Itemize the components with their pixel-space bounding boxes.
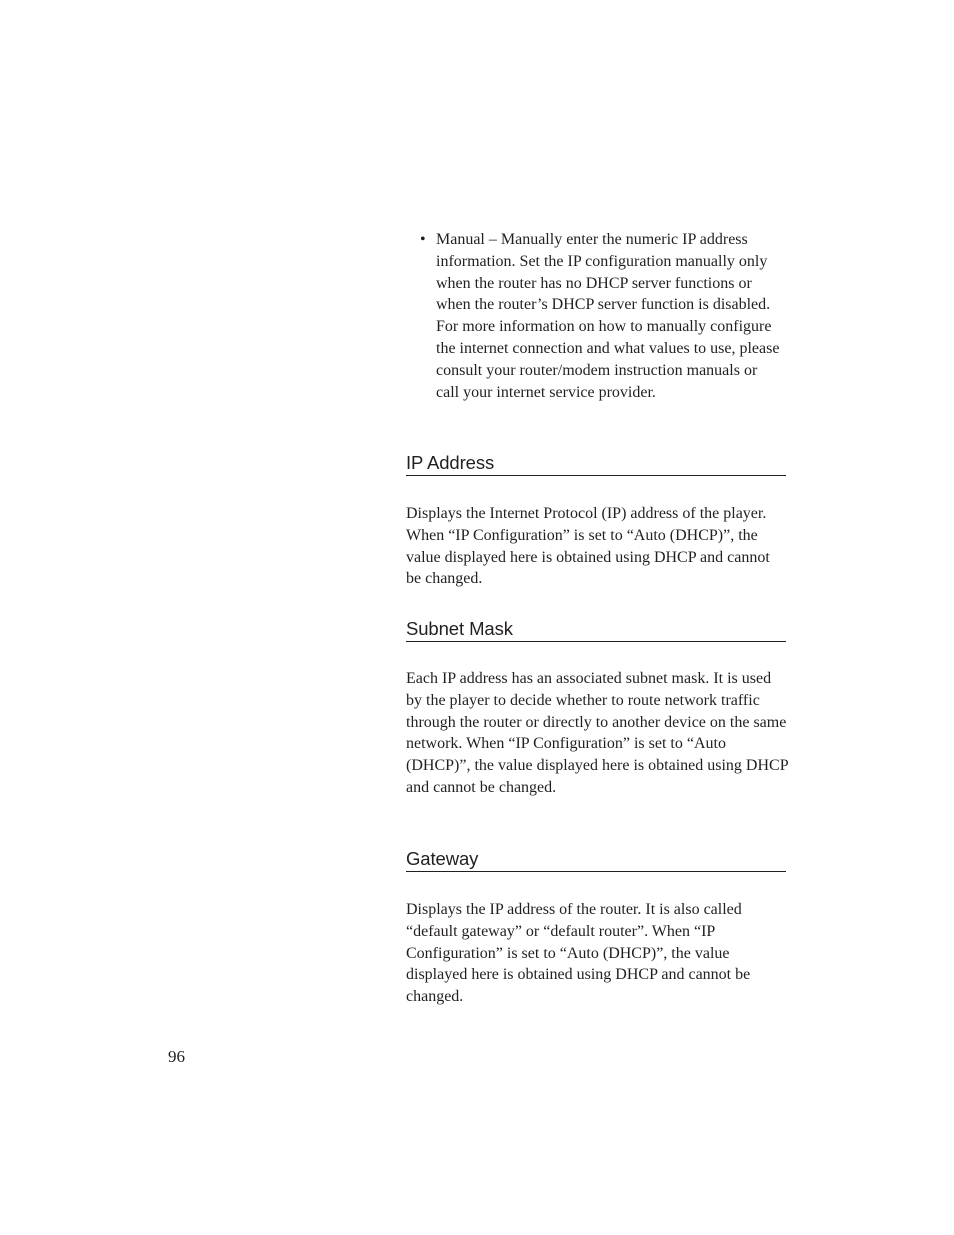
section-body-subnet-mask: Each IP address has an associated subnet mask. It is used by the player to decide whether to route network traffic through the router or directly to another device on the same network. When “IP Configuration” is set to “Auto (DHCP)”, the value displayed here is obtained using DHCP and cannot be changed. bbox=[406, 670, 789, 796]
section-ip-address bbox=[406, 451, 786, 588]
page-number: 96 bbox=[168, 1047, 185, 1066]
section-gateway bbox=[406, 847, 786, 1006]
section-heading-subnet-mask: Subnet Mask bbox=[406, 617, 786, 642]
section-subnet-mask bbox=[406, 617, 789, 796]
bullet-icon: • bbox=[420, 231, 426, 248]
section-body-gateway: Displays the IP address of the router. It is also called “default gateway” or “default router”. When “IP Configuration” is set to “Auto (DHCP)”, the value displayed here is obtained using DHCP and cannot be changed. bbox=[406, 901, 751, 1006]
section-body-ip-address: Displays the Internet Protocol (IP) address of the player. When “IP Configuration” is set to “Auto (DHCP)”, the value displayed here is obtained using DHCP and cannot be changed. bbox=[406, 505, 770, 588]
manual-bullet-text: Manual – Manually enter the numeric IP address information. Set the IP configuration manually only when the router has no DHCP server functions or when the router’s DHCP server function is disabled. For more information on how to manually configure the internet connection and what values to use, please consult your router/modem instruction manuals or call your internet service provider. bbox=[436, 231, 780, 401]
section-heading-gateway: Gateway bbox=[406, 847, 786, 872]
manual-bullet-item bbox=[420, 229, 780, 403]
section-heading-ip-address: IP Address bbox=[406, 451, 786, 476]
